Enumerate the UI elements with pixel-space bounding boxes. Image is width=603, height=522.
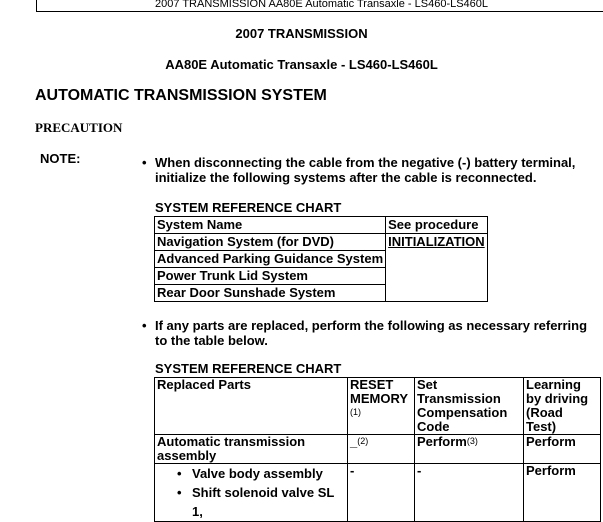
part-cell bbox=[155, 464, 348, 522]
bullet-line: If any parts are replaced, perform the following as necessary referring bbox=[155, 318, 588, 333]
header-text: RESET bbox=[350, 377, 394, 392]
header-text: Compensation bbox=[417, 405, 508, 420]
part-text: assembly bbox=[157, 448, 217, 463]
learning-cell: Perform bbox=[524, 464, 601, 522]
bullet-line: to the table below. bbox=[155, 333, 268, 348]
header-text: Set bbox=[417, 377, 438, 392]
initialization-link[interactable]: INITIALIZATION bbox=[388, 234, 485, 249]
table-header-row bbox=[155, 217, 488, 234]
header-set-transmission-code bbox=[415, 378, 524, 435]
header-text: Replaced Parts bbox=[157, 377, 251, 392]
header-text: MEMORY bbox=[350, 391, 409, 406]
sub-part-list bbox=[157, 464, 345, 521]
table-header-row bbox=[155, 378, 601, 435]
table-row bbox=[155, 234, 488, 251]
reset-cell: - bbox=[348, 464, 415, 522]
system-name-cell: Advanced Parking Guidance System bbox=[155, 251, 386, 268]
header-replaced-parts bbox=[155, 378, 348, 435]
precaution-heading: PRECAUTION bbox=[35, 120, 123, 135]
header-text: Transmission bbox=[417, 391, 501, 406]
list-item: • Valve body assembly bbox=[177, 464, 345, 483]
procedure-cell bbox=[386, 234, 488, 302]
document-subtitle: AA80E Automatic Transaxle - LS460-LS460L bbox=[165, 57, 438, 72]
running-header bbox=[36, 0, 603, 12]
header-text: Code bbox=[417, 419, 450, 434]
header-text: Test) bbox=[526, 419, 557, 434]
bullet-text bbox=[155, 155, 575, 185]
system-name-cell: Power Trunk Lid System bbox=[155, 268, 386, 285]
reset-value: _ bbox=[350, 434, 358, 449]
chart2-title: SYSTEM REFERENCE CHART bbox=[155, 361, 342, 376]
footnote-marker: (3) bbox=[466, 436, 478, 446]
table-row bbox=[155, 435, 601, 464]
system-name-cell: Navigation System (for DVD) bbox=[155, 234, 386, 251]
system-name-cell: Rear Door Sunshade System bbox=[155, 285, 386, 302]
bullet-text bbox=[155, 318, 587, 348]
header-text: (Road bbox=[526, 405, 563, 420]
footnote-marker: (2) bbox=[357, 436, 369, 446]
system-reference-chart-1 bbox=[154, 216, 488, 302]
header-text: by driving bbox=[526, 391, 589, 406]
list-item: • Shift solenoid valve SL 1, bbox=[177, 483, 345, 521]
chart1-title: SYSTEM REFERENCE CHART bbox=[155, 200, 342, 215]
section-title: AUTOMATIC TRANSMISSION SYSTEM bbox=[35, 87, 327, 104]
part-cell bbox=[155, 435, 348, 464]
header-system-name: System Name bbox=[155, 217, 386, 234]
table-row bbox=[155, 464, 601, 522]
note-label: NOTE: bbox=[40, 151, 81, 166]
header-text: Learning bbox=[526, 377, 581, 392]
part-text: Automatic transmission bbox=[157, 434, 306, 449]
system-reference-chart-2 bbox=[154, 377, 601, 522]
header-reset-memory bbox=[348, 378, 415, 435]
set-cell: - bbox=[415, 464, 524, 522]
set-value: Perform bbox=[417, 434, 467, 449]
reset-cell bbox=[348, 435, 415, 464]
bullet-line: When disconnecting the cable from the negative (-) battery terminal, bbox=[155, 155, 576, 170]
running-title: 2007 TRANSMISSION AA80E Automatic Transaxle - LS460-LS460L bbox=[155, 0, 489, 10]
footnote-marker: (1) bbox=[350, 407, 361, 417]
set-cell bbox=[415, 435, 524, 464]
bullet-line: initialize the following systems after the cable is reconnected. bbox=[155, 170, 537, 185]
document-title: 2007 TRANSMISSION bbox=[235, 26, 368, 41]
learning-cell: Perform bbox=[524, 435, 601, 464]
header-learning-by-driving bbox=[524, 378, 601, 435]
header-see-procedure: See procedure bbox=[386, 217, 488, 234]
bullet-dot: • bbox=[142, 318, 147, 333]
bullet-dot: • bbox=[142, 155, 147, 170]
